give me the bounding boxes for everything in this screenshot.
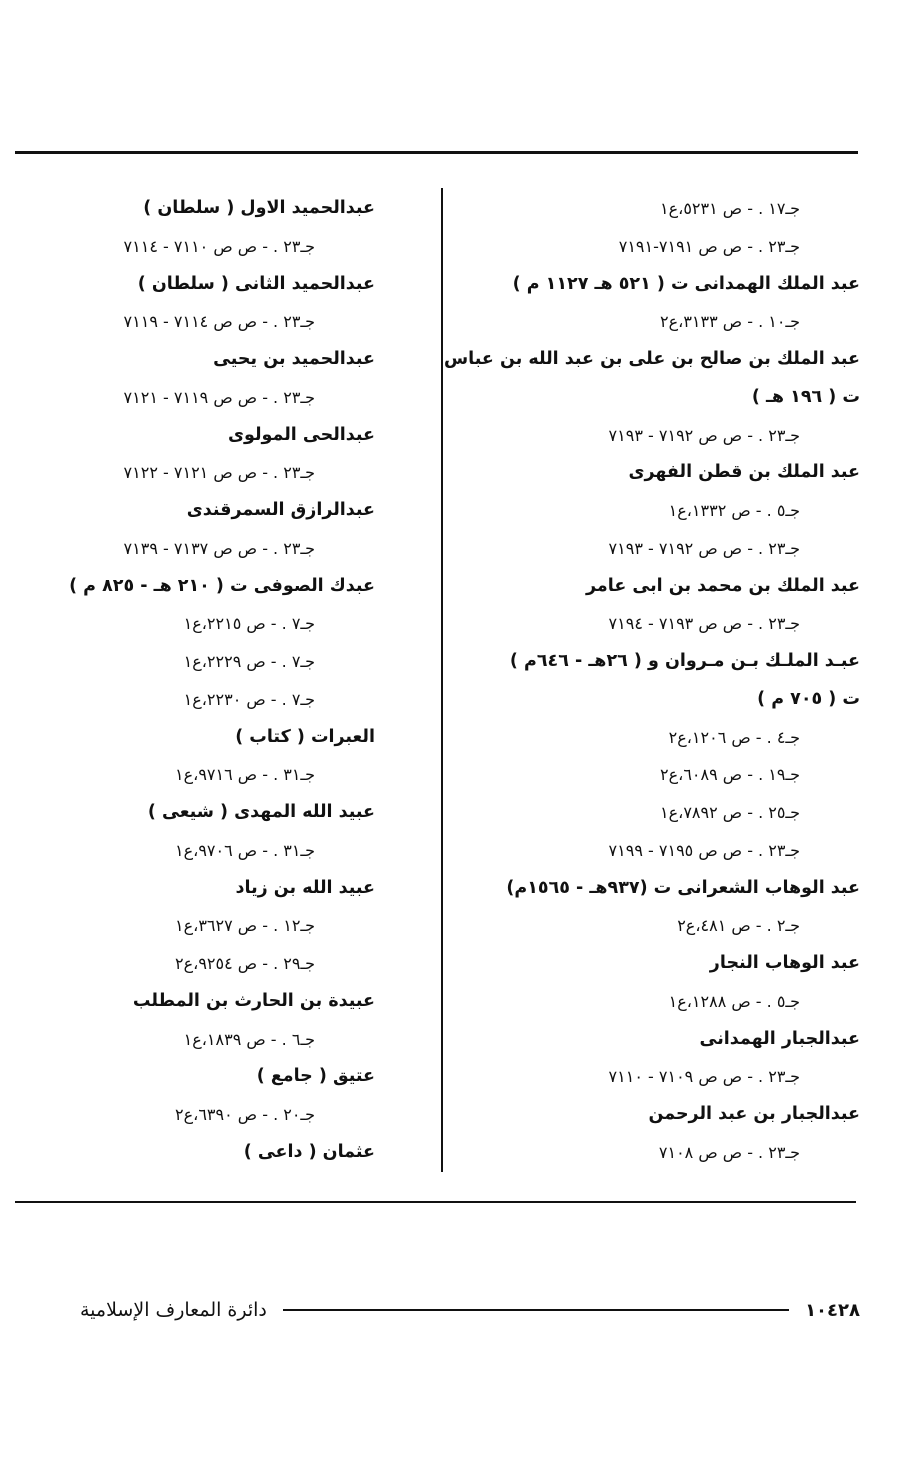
index-column-left	[40, 190, 375, 1172]
index-entry-reference: جـ٢٠ . - ص ٦٣٩٠،ع٢	[175, 1105, 315, 1124]
index-entry-reference: جـ٢٥ . - ص ٧٨٩٢،ع١	[660, 803, 800, 822]
journal-title: دائرة المعارف الإسلامية	[80, 1299, 267, 1321]
index-entry-heading: عبدك الصوفى ت ( ٢١٠ هـ - ٨٢٥ م )	[69, 575, 375, 596]
index-entry-heading: عبد الملك الهمدانى ت ( ٥٢١ هـ ١١٢٧ م )	[512, 273, 860, 294]
index-entry-reference: جـ٦ . - ص ١٨٣٩،ع١	[183, 1029, 315, 1049]
index-entry-reference: جـ١٧ . - ص ٥٢٣١،ع١	[660, 199, 800, 218]
index-entry-heading: عبدالحميد بن يحيى	[213, 349, 375, 369]
index-entry-heading: عتيق ( جامع )	[256, 1066, 375, 1087]
index-entry-reference: جـ٢٣ . - ص ص ٧١٠٩ - ٧١١٠	[608, 1067, 800, 1087]
index-entry-reference: جـ١٩ . - ص ٦٠٨٩،ع٢	[660, 765, 800, 785]
index-entry-reference: جـ١٢ . - ص ٣٦٢٧،ع١	[175, 916, 315, 936]
index-entry-heading: عبد الوهاب الشعرانى ت (٩٣٧هـ - ١٥٦٥م)	[506, 877, 860, 898]
index-entry-reference: جـ٥ . - ص ١٢٨٨،ع١	[668, 991, 800, 1011]
index-entry-reference: جـ٢٣ . - ص ص ٧١٩٢ - ٧١٩٣	[608, 425, 800, 445]
index-entry-heading: عبيدة بن الحارث بن المطلب	[132, 990, 375, 1011]
index-entry-heading: عبد الملك بن قطن الفهرى	[628, 462, 860, 483]
index-entry-reference: جـ٢٣ . - ص ص ٧١٩٥ - ٧١٩٩	[608, 840, 800, 860]
index-entry-reference: جـ٢٣ . - ص ص ٧١٢١ - ٧١٢٢	[123, 463, 315, 483]
index-entry-heading: عبدالجبار الهمدانى	[699, 1028, 860, 1049]
index-entry-reference: جـ٧ . - ص ٢٢١٥،ع١	[183, 614, 315, 634]
index-entry-heading: عبيد الله المهدى ( شيعى )	[147, 802, 375, 822]
index-entry-reference: جـ٥ . - ص ١٣٣٢،ع١	[668, 501, 800, 520]
index-entry-heading: عبـد الملـك بـن مـروان و ( ٢٦هـ - ٦٤٦م )	[509, 651, 860, 671]
index-entry-heading: عبد الوهاب النجار	[709, 953, 860, 973]
index-entry-reference: جـ٢٣ . - ص ص ٧١١٩ - ٧١٢١	[123, 387, 315, 407]
index-entry-heading: عبيد الله بن زياد	[235, 877, 375, 898]
top-rule	[15, 151, 858, 154]
index-entry-reference: جـ٢٣ . - ص ص ٧١١٠ - ٧١١٤	[123, 236, 315, 256]
index-entry-reference: جـ٧ . - ص ٢٢٣٠،ع١	[183, 689, 315, 709]
index-entry-heading: عبدالحميد الثانى ( سلطان )	[137, 273, 375, 294]
index-entry-reference: جـ١٠ . - ص ٣١٣٣،ع٢	[660, 312, 800, 332]
index-entry-reference: جـ٢ . - ص ٤٨١،ع٢	[677, 916, 800, 936]
footer-rule	[283, 1309, 789, 1311]
index-entry-reference: جـ٣١ . - ص ٩٧٠٦،ع١	[175, 840, 315, 860]
index-entry-heading: عبدالرازق السمرقندى	[186, 500, 375, 520]
index-entry-reference: جـ٢٣ . - ص ص ٧١٠٨	[658, 1142, 800, 1162]
index-entry-heading: ت ( ٧٠٥ م )	[757, 688, 860, 709]
index-entry-heading: ت ( ١٩٦ هـ )	[751, 386, 860, 407]
index-entry-heading: عبدالحى المولوى	[227, 424, 375, 445]
index-entry-heading: عبدالحميد الاول ( سلطان )	[143, 198, 375, 218]
bottom-rule	[15, 1201, 856, 1203]
index-entry-heading: عبد الملك بن محمد بن ابى عامر	[586, 575, 860, 596]
page-number: ١٠٤٢٨	[805, 1299, 860, 1321]
index-entry-reference: جـ٤ . - ص ١٢٠٦،ع٢	[668, 727, 800, 747]
index-entry-reference: جـ٢٣ . - ص ص ٧١٩٣ - ٧١٩٤	[608, 614, 800, 634]
index-column-right	[444, 190, 860, 1172]
index-entry-heading: عبدالجبار بن عبد الرحمن	[648, 1104, 860, 1124]
index-entry-heading: عثمان ( داعى )	[243, 1141, 375, 1162]
index-entry-heading: العبرات ( كتاب )	[235, 726, 375, 747]
index-entry-reference: جـ٧ . - ص ٢٢٢٩،ع١	[183, 652, 315, 671]
index-entry-reference: جـ٢٣ . - ص ص ٧١٩١-٧١٩١	[618, 236, 800, 256]
index-entry-reference: جـ٣١ . - ص ٩٧١٦،ع١	[175, 765, 315, 785]
page-footer	[80, 1290, 860, 1330]
index-entry-heading: عبد الملك بن صالح بن على بن عبد الله بن عباس	[444, 349, 860, 369]
index-entry-reference: جـ٢٣ . - ص ص ٧١١٤ - ٧١١٩	[123, 312, 315, 332]
index-entry-reference: جـ٢٩ . - ص ٩٢٥٤،ع٢	[175, 954, 315, 973]
index-entry-reference: جـ٢٣ . - ص ص ٧١٩٢ - ٧١٩٣	[608, 538, 800, 558]
index-entry-reference: جـ٢٣ . - ص ص ٧١٣٧ - ٧١٣٩	[123, 538, 315, 558]
column-divider	[441, 188, 443, 1172]
